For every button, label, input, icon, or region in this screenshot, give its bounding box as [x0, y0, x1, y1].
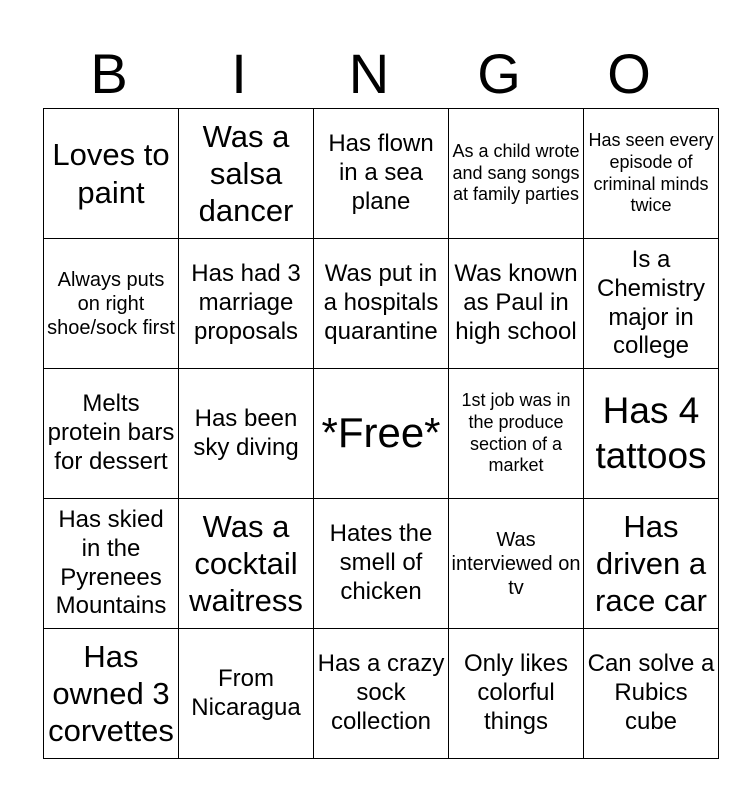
bingo-board	[43, 108, 719, 759]
bingo-cell[interactable]	[314, 239, 449, 369]
cell-text: Can solve a Rubics cube	[587, 650, 715, 735]
cell-text: Has been sky diving	[193, 404, 299, 461]
header-letter-g: G	[477, 42, 521, 105]
bingo-header	[44, 40, 694, 108]
cell-text: Has a crazy sock collection	[317, 650, 445, 735]
bingo-cell[interactable]	[584, 369, 719, 499]
cell-text: Hates the smell of chicken	[329, 520, 433, 605]
cell-text: Loves to paint	[52, 137, 170, 210]
bingo-cell[interactable]	[449, 369, 584, 499]
cell-text: Has seen every episode of criminal minds twice	[588, 130, 714, 216]
cell-text: Was known as Paul in high school	[454, 260, 578, 345]
cell-text: Is a Chemistry major in college	[596, 245, 705, 360]
header-letter-o: O	[607, 42, 651, 105]
bingo-cell[interactable]	[179, 239, 314, 369]
bingo-cell[interactable]	[179, 499, 314, 629]
cell-text: Has owned 3 corvettes	[48, 638, 174, 749]
cell-text: Only likes colorful things	[463, 650, 569, 735]
bingo-cell[interactable]	[584, 239, 719, 369]
header-letter-i: I	[231, 42, 247, 105]
cell-text: Has driven a race car	[595, 508, 707, 619]
bingo-cell[interactable]	[179, 109, 314, 239]
bingo-cell[interactable]	[449, 499, 584, 629]
bingo-cell[interactable]	[44, 239, 179, 369]
free-space-cell[interactable]	[314, 369, 449, 499]
bingo-cell[interactable]	[449, 239, 584, 369]
bingo-cell[interactable]	[44, 369, 179, 499]
cell-text: Was put in a hospitals quarantine	[323, 260, 439, 345]
board-row	[44, 369, 719, 499]
cell-text: From Nicaragua	[191, 664, 301, 721]
cell-text: 1st job was in the produce section of a market	[461, 390, 571, 476]
bingo-cell[interactable]	[584, 109, 719, 239]
bingo-cell[interactable]	[44, 629, 179, 759]
cell-text: Was interviewed on tv	[451, 528, 581, 599]
board-row	[44, 239, 719, 369]
cell-text: Always puts on right shoe/sock first	[47, 268, 175, 339]
bingo-cell[interactable]	[44, 109, 179, 239]
bingo-cell[interactable]	[584, 499, 719, 629]
bingo-cell[interactable]	[179, 369, 314, 499]
cell-text: Has skied in the Pyrenees Mountains	[55, 505, 167, 620]
cell-text: Has flown in a sea plane	[328, 130, 434, 215]
header-letter-n: N	[348, 42, 390, 105]
bingo-cell[interactable]	[584, 629, 719, 759]
board-row	[44, 109, 719, 239]
free-space-text: *Free*	[321, 409, 441, 457]
bingo-cell[interactable]	[449, 109, 584, 239]
cell-text: As a child wrote and sang songs at family parties	[452, 141, 580, 205]
header-letter-b: B	[90, 42, 128, 105]
cell-text: Was a cocktail waitress	[189, 508, 303, 619]
bingo-cell[interactable]	[44, 499, 179, 629]
board-row	[44, 499, 719, 629]
bingo-cell[interactable]	[314, 499, 449, 629]
cell-text: Has 4 tattoos	[595, 390, 707, 476]
bingo-cell[interactable]	[179, 629, 314, 759]
cell-text: Was a salsa dancer	[198, 118, 294, 229]
cell-text: Melts protein bars for dessert	[47, 390, 175, 475]
bingo-cell[interactable]	[314, 109, 449, 239]
board-row	[44, 629, 719, 759]
bingo-cell[interactable]	[314, 629, 449, 759]
cell-text: Has had 3 marriage proposals	[191, 260, 301, 345]
bingo-cell[interactable]	[449, 629, 584, 759]
